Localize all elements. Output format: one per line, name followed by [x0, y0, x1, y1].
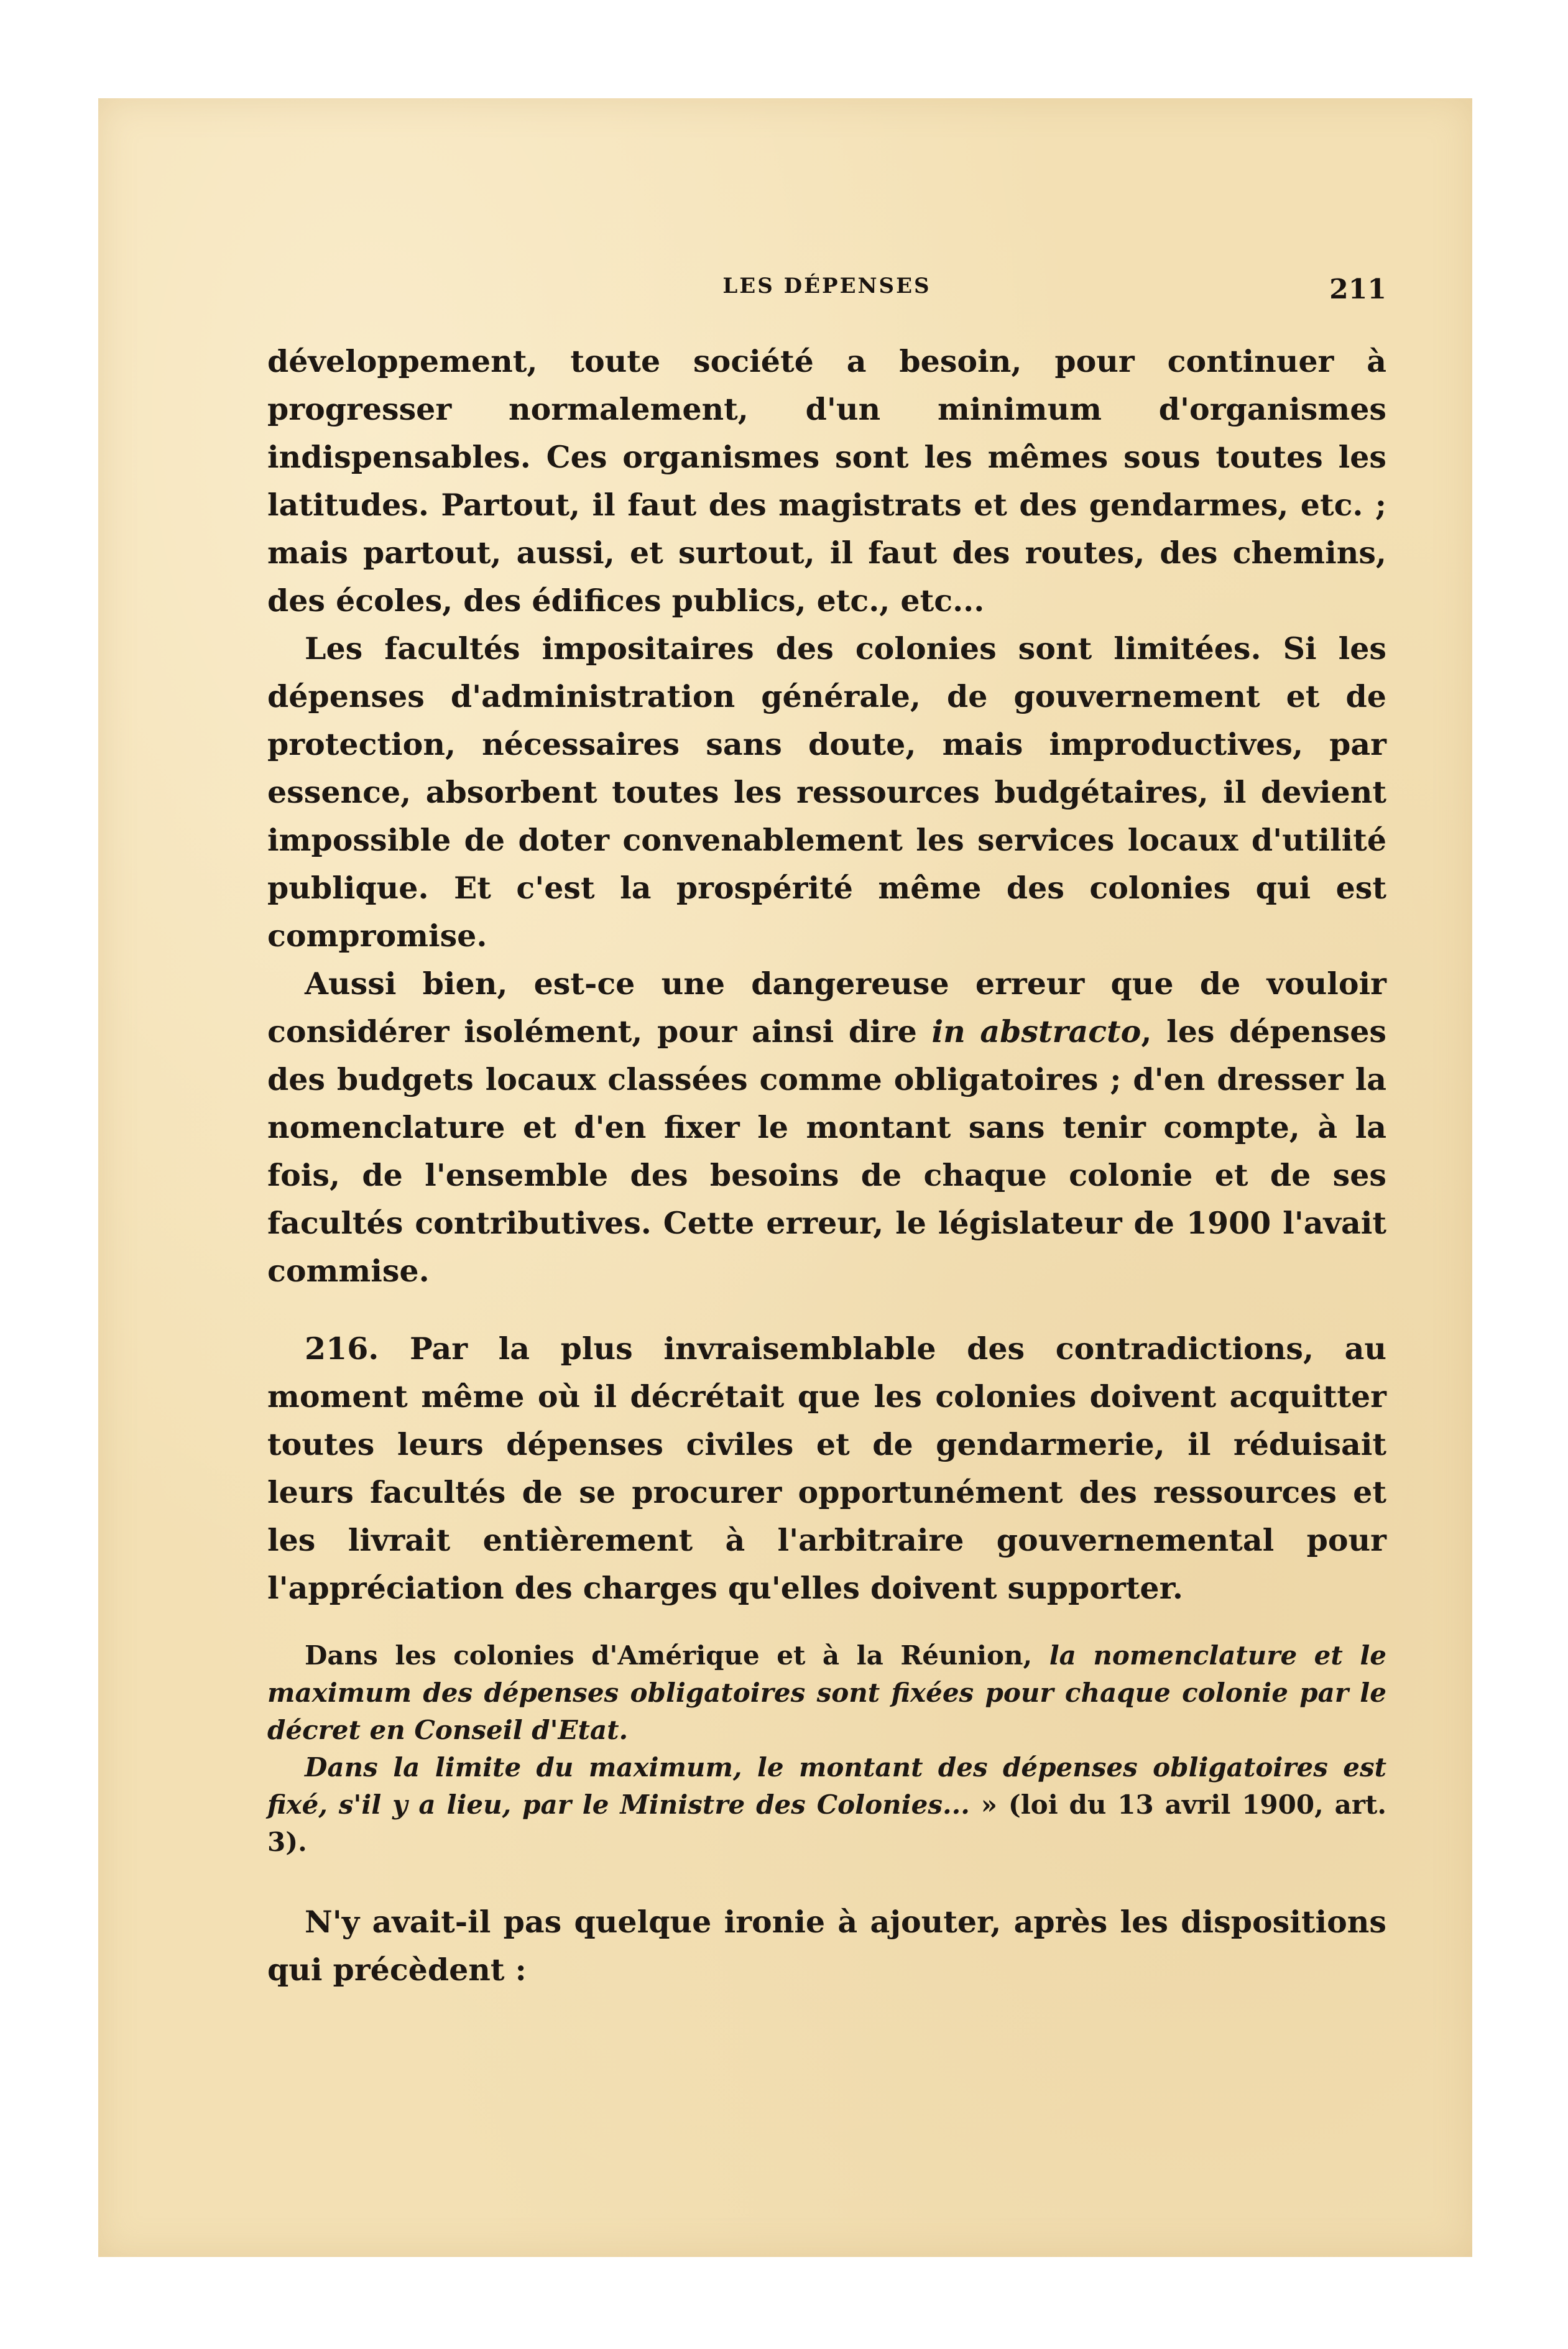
quote-text-2: » (loi du 13 avril 1900, art. 3). [267, 1789, 1386, 1857]
quote-italic-2: Dans la limite du maximum, le montant des dépenses obligatoires est fixé, s'il y a lieu, par le Ministre des Colonies... [267, 1752, 1386, 1820]
running-head: LES DÉPENSES [722, 274, 931, 298]
paragraph-3-text-after: , les dépenses des budgets locaux classées comme obligatoires ; d'en dresser la nomenclature et d'en fixer le montant sans tenir compte, à la fois, de l'ensemble des besoins de chaque colonie et de ses facultés contributives. Cette erreur, le législateur de 1900 l'avait commise. [267, 1013, 1386, 1289]
paragraph-1: développement, toute société a besoin, pour continuer à progresser normalement, d'un minimum d'organismes indispensables. Ces organismes sont les mêmes sous toutes les latitudes. Partout, il faut des magistrats et des gendarmes, etc. ; mais partout, aussi, et surtout, il faut des routes, des chemins, des écoles, des édifices publics, etc., etc... [267, 343, 1386, 619]
quote-paragraph-2 [267, 1749, 1386, 1861]
paragraph-3-text-before: Aussi bien, est-ce une dangereuse erreur que de vouloir considérer isolément, pour ainsi dire [267, 966, 1386, 1050]
paragraph-3-italic: in abstracto [931, 1013, 1141, 1050]
page-header [267, 274, 1386, 311]
quote-italic-1: la nomenclature et le maximum des dépenses obligatoires sont fixées pour chaque colonie par le décret en Conseil d'Etat. [267, 1640, 1386, 1745]
page-number: 211 [1329, 274, 1386, 305]
closing-paragraph: N'y avait-il pas quelque ironie à ajouter, après les dispositions qui précèdent : [267, 1904, 1386, 1988]
paragraph-3 [267, 960, 1386, 1295]
page [98, 98, 1472, 2257]
page-body [267, 338, 1386, 1994]
paragraph-216: 216. Par la plus invraisemblable des contradictions, au moment même où il décrétait que les colonies doivent acquitter toutes leurs dépenses civiles et de gendarmerie, il réduisait leurs facultés de se procurer opportunément des ressources et les livrait entièrement à l'arbitraire gouvernemental pour l'appréciation des charges qu'elles doivent supporter. [267, 1331, 1386, 1606]
quote-text-1: Dans les colonies d'Amérique et à la Réunion, [305, 1640, 1049, 1671]
quote-paragraph-1 [267, 1637, 1386, 1749]
paragraph-2: Les facultés impositaires des colonies sont limitées. Si les dépenses d'administration générale, de gouvernement et de protection, nécessaires sans doute, mais improductives, par essence, absorbent toutes les ressources budgétaires, il devient impossible de doter convenablement les services locaux d'utilité publique. Et c'est la prospérité même des colonies qui est compromise. [267, 630, 1386, 954]
